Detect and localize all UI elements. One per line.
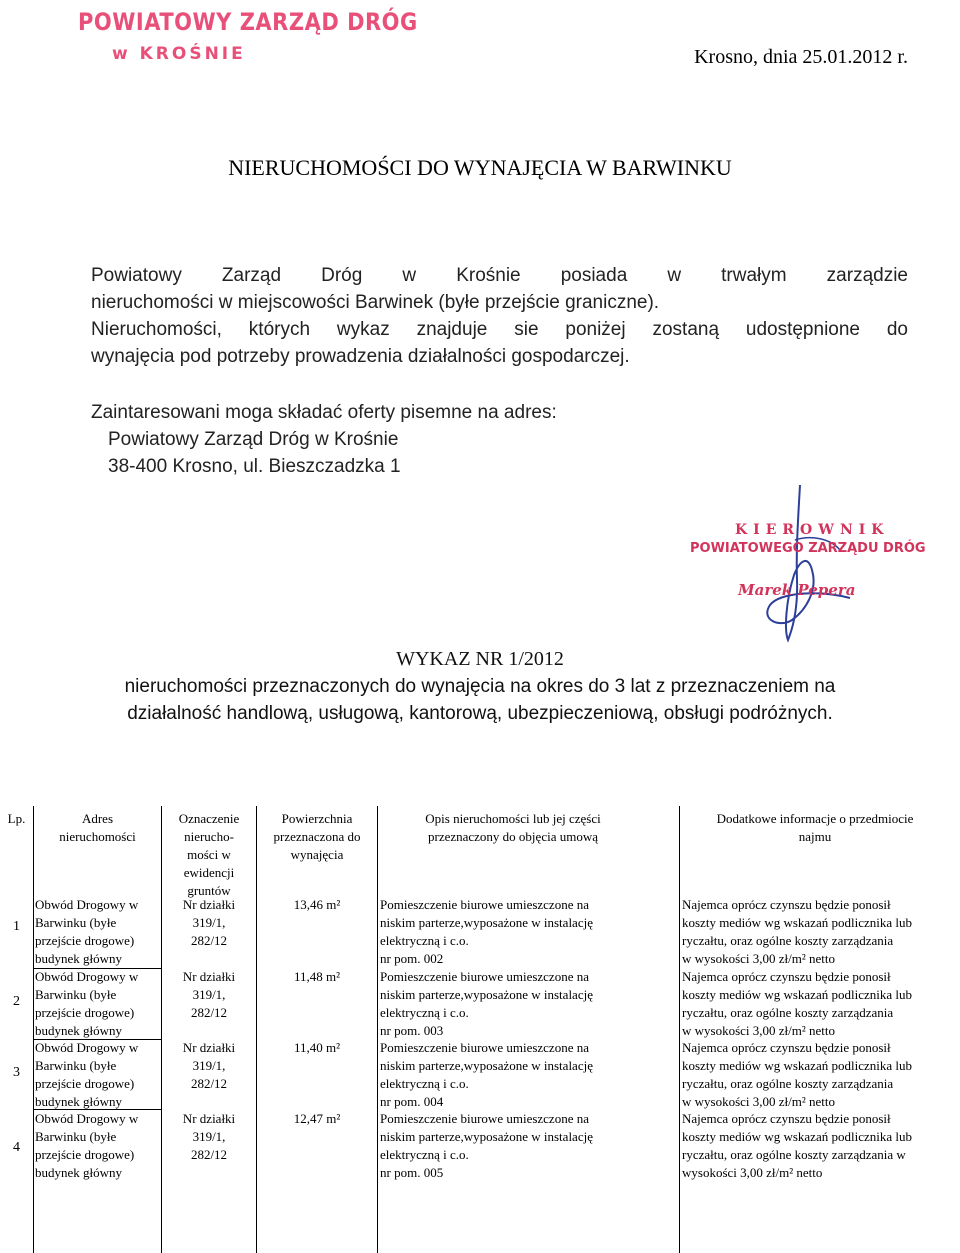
logo-line-1: POWIATOWY ZARZĄD DRÓG (78, 8, 418, 36)
header-adres: Adres nieruchomości (59, 811, 136, 844)
row-adres: Obwód Drogowy w Barwinku (byłe przejście drogowe) budynek główny (35, 1040, 139, 1109)
row-powierzchnia: 11,40 m² (293, 1040, 341, 1055)
address-name: Powiatowy Zarząd Dróg w Krośnie (108, 429, 399, 450)
document-date: Krosno, dnia 25.01.2012 r. (694, 46, 908, 68)
row-opis: Pomieszczenie biurowe umieszczone na niskim parterze,wyposażone w instalację elektryczną i c.o. nr pom. 004 (380, 1040, 593, 1109)
row-lp: 4 (13, 1140, 20, 1155)
wykaz-line: działalność handlową, usługową, kantorową, ubezpieczeniową, obsługi podróżnych. (127, 703, 833, 724)
stamp-line-1: KIEROWNIK (735, 522, 890, 538)
intro-line: Powiatowy Zarząd Dróg w Krośnie posiada w trwałym zarządzie (91, 265, 908, 286)
row-powierzchnia: 13,46 m² (293, 897, 341, 912)
header-lp: Lp. (7, 811, 26, 826)
logo-line-2: w KROŚNIE (112, 44, 246, 64)
stamp-line-3: Marek Pepera (738, 581, 856, 599)
address-intro: Zaintaresowani moga składać oferty pisemne na adres: (91, 402, 557, 423)
row-dodatkowe: Najemca oprócz czynszu będzie ponosił koszty mediów wg wskazań podlicznika lub ryczałtu, oraz ogólne koszty zarządzania w wysokości 3,00 zł/m² netto (682, 1040, 912, 1109)
row-adres: Obwód Drogowy w Barwinku (byłe przejście drogowe) budynek główny (35, 1111, 139, 1180)
row-lp: 3 (13, 1065, 20, 1080)
row-oznaczenie: Nr działki 319/1, 282/12 (182, 969, 236, 1020)
intro-line: wynajęcia pod potrzeby prowadzenia działalności gospodarczej. (91, 346, 630, 367)
row-dodatkowe: Najemca oprócz czynszu będzie ponosił koszty mediów wg wskazań podlicznika lub ryczałtu, oraz ogólne koszty zarządzania w wysokości 3,00 zł/m² netto (682, 969, 912, 1038)
page-title: NIERUCHOMOŚCI DO WYNAJĘCIA W BARWINKU (228, 155, 732, 180)
row-dodatkowe: Najemca oprócz czynszu będzie ponosił koszty mediów wg wskazań podlicznika lub ryczałtu, oraz ogólne koszty zarządzania w wysokości 3,00 zł/m² netto (682, 1111, 912, 1180)
wykaz-title: WYKAZ NR 1/2012 (396, 648, 564, 670)
row-oznaczenie: Nr działki 319/1, 282/12 (182, 1111, 236, 1162)
row-adres: Obwód Drogowy w Barwinku (byłe przejście drogowe) budynek główny (35, 969, 139, 1038)
header-powierzchnia: Powierzchnia przeznaczona do wynajęcia (273, 811, 361, 862)
row-powierzchnia: 12,47 m² (293, 1111, 341, 1126)
header-dodatkowe: Dodatkowe informacje o przedmiocie najmu (716, 811, 914, 844)
row-oznaczenie: Nr działki 319/1, 282/12 (182, 1040, 236, 1091)
row-powierzchnia: 11,48 m² (293, 969, 341, 984)
header-oznaczenie: Oznaczenie nierucho- mości w ewidencji gruntów (178, 811, 240, 898)
row-adres: Obwód Drogowy w Barwinku (byłe przejście drogowe) budynek główny (35, 897, 139, 966)
row-opis: Pomieszczenie biurowe umieszczone na niskim parterze,wyposażone w instalację elektryczną i c.o. nr pom. 003 (380, 969, 593, 1038)
signature-graphic (700, 480, 900, 650)
row-lp: 2 (13, 994, 20, 1009)
row-opis: Pomieszczenie biurowe umieszczone na niskim parterze,wyposażone w instalację elektryczną i c.o. nr pom. 002 (380, 897, 593, 966)
address-street: 38-400 Krosno, ul. Bieszczadzka 1 (108, 456, 401, 477)
intro-line: Nieruchomości, których wykaz znajduje sie poniżej zostaną udostępnione do (91, 319, 908, 340)
row-oznaczenie: Nr działki 319/1, 282/12 (182, 897, 236, 948)
wykaz-line: nieruchomości przeznaczonych do wynajęcia na okres do 3 lat z przeznaczeniem na (124, 676, 836, 697)
header-opis: Opis nieruchomości lub jej części przeznaczony do objęcia umową (425, 811, 601, 844)
intro-line: nieruchomości w miejscowości Barwinek (byłe przejście graniczne). (91, 292, 660, 313)
row-dodatkowe: Najemca oprócz czynszu będzie ponosił koszty mediów wg wskazań podlicznika lub ryczałtu, oraz ogólne koszty zarządzania w wysokości 3,00 zł/m² netto (682, 897, 912, 966)
stamp-line-2: POWIATOWEGO ZARZĄDU DRÓG (690, 541, 926, 556)
intro-paragraph (91, 262, 908, 370)
row-opis: Pomieszczenie biurowe umieszczone na niskim parterze,wyposażone w instalację elektryczną i c.o. nr pom. 005 (380, 1111, 593, 1180)
row-lp: 1 (13, 919, 20, 934)
